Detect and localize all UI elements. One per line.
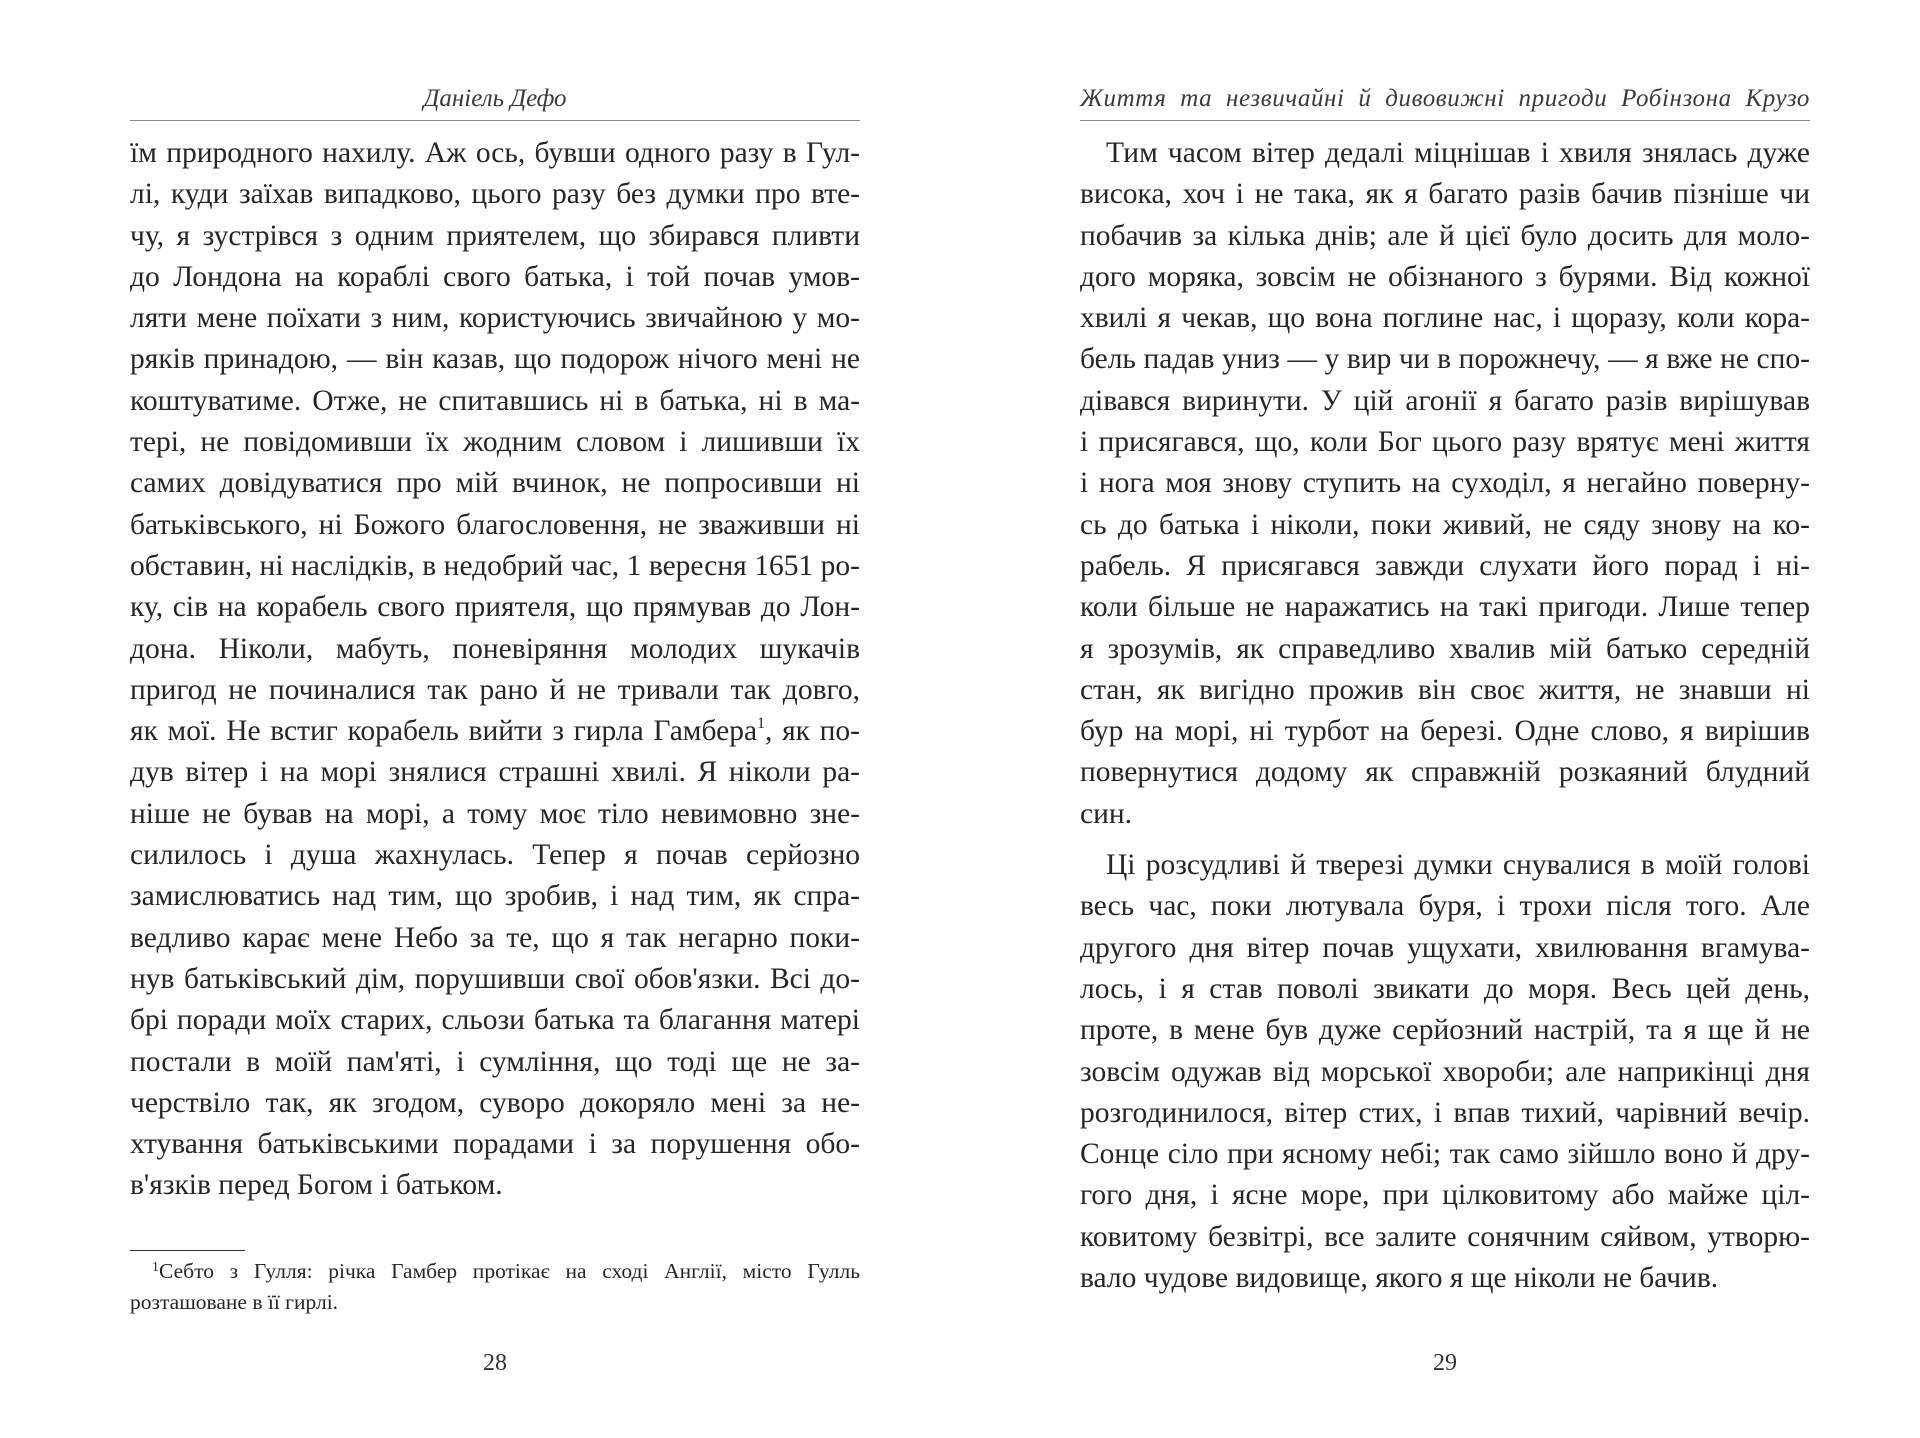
footnote-marker: 1: [152, 1260, 159, 1275]
left-body-text: [130, 133, 860, 1207]
text-line: коштуватиме. Отже, не спитавшись ні в батька, ні в ма-: [130, 384, 860, 417]
text-line: рабель. Я присягався завжди слухати його порад і ні-: [1080, 549, 1810, 582]
text-line: ведливо карає мене Небо за те, що я так негарно поки-: [130, 921, 860, 954]
left-page: [130, 0, 860, 1438]
text-line: Тим часом вітер дедалі міцнішав і хвиля знялась дуже: [1106, 137, 1810, 169]
text-line: сь до батька і ніколи, поки живий, не сяду знову на ко-: [1080, 508, 1810, 541]
text-line: гого дня, і ясне море, при цілковитому або майже ціл-: [1080, 1179, 1810, 1212]
text-line: дого моряка, зовсім не обізнаного з бурями. Від кожної: [1080, 260, 1810, 293]
text-line: вало чудове видовище, якого я ще ніколи не бачив.: [1080, 1262, 1719, 1295]
text-line-with-footnote-ref: [130, 711, 860, 752]
footnote-line: [130, 1256, 860, 1287]
text-line: самих довідуватися про мій вчинок, не попросивши ні: [130, 467, 860, 500]
running-head-title: Життя та незвичайні й дивовижні пригоди Робінзона Крузо: [1080, 84, 1810, 121]
text-line: дона. Ніколи, мабуть, поневіряння молодих шукачів: [130, 632, 860, 665]
paragraph-spacing: [1080, 835, 1810, 845]
footnote-divider: [130, 1250, 245, 1251]
text-line: Ці розсудливі й тверезі думки снувалися в моїй голові: [1106, 849, 1810, 882]
text-line: стан, як вигідно прожив він своє життя, не знавши ні: [1080, 673, 1810, 706]
text-line: і нога моя знову ступить на суходіл, я негайно поверну-: [1080, 467, 1810, 500]
text-line: тері, не повідомивши їх жодним словом і лишивши їх: [130, 426, 860, 459]
text-line: постали в моїй пам'яті, і сумління, що тоді ще не за-: [130, 1045, 860, 1078]
footnote-reference: 1: [757, 715, 766, 733]
text-line: Сонце сіло при ясному небі; так само зійшло воно й дру-: [1080, 1138, 1810, 1171]
text-line: ляти мене поїхати з ним, користуючись звичайною у мо-: [130, 302, 860, 335]
running-head-author: Даніель Дефо: [130, 84, 860, 121]
text-line: обставин, ні наслідків, в недобрий час, 1 вересня 1651 ро-: [130, 549, 860, 582]
text-line: ряків принадою, — він казав, що подорож нічого мені не: [130, 343, 860, 376]
text-line: батьківського, ні Божого благословення, не зваживши ні: [130, 508, 860, 541]
text-line: проте, в мене був дуже серйозний настрій, та я ще й не: [1080, 1014, 1810, 1047]
text-line: і присягався, що, коли Бог цього разу врятує мені життя: [1080, 426, 1810, 459]
right-body-text: [1080, 133, 1810, 1299]
text-line: лі, куди заїхав випадково, цього разу без думки про вте-: [130, 178, 860, 211]
text-line: весь час, поки лютувала буря, і трохи після того. Але: [1080, 890, 1810, 923]
footnote-line: розташоване в її гирлі.: [130, 1290, 339, 1314]
text-segment: як мої. Не встиг корабель вийти з гирла Гамбера: [130, 715, 758, 748]
text-segment: , як по-: [765, 715, 860, 748]
footnote-text: Себто з Гулля: річка Гамбер протікає на сході Англії, місто Гулль: [159, 1259, 860, 1283]
text-line: лось, і я став поволі звикати до моря. Весь цей день,: [1080, 972, 1810, 1005]
text-line: другого дня вітер почав ущухати, хвилювання вгамува-: [1080, 931, 1810, 964]
text-line: хвилі я чекав, що вона поглине нас, і щоразу, коли кора-: [1080, 302, 1810, 335]
text-line: розгодинилося, вітер стих, і впав тихий, чарівний вечір.: [1080, 1096, 1810, 1129]
text-line: ковитому безвітрі, все залите сонячним сяйвом, утворю-: [1080, 1220, 1810, 1253]
text-line: чу, я зустрівся з одним приятелем, що збирався пливти: [130, 219, 860, 252]
text-line: висока, хоч і не така, як я багато разів бачив пізніше чи: [1080, 178, 1810, 211]
text-line: до Лондона на кораблі свого батька, і той почав умов-: [130, 260, 860, 293]
page-number-right: 29: [1433, 1350, 1457, 1376]
text-line: їм природного нахилу. Аж ось, бувши одного разу в Гул-: [130, 137, 860, 169]
text-line: побачив за кілька днів; але й цієї було досить для моло-: [1080, 219, 1810, 252]
text-line: ку, сів на корабель свого приятеля, що прямував до Лон-: [130, 591, 860, 624]
text-line: дув вітер і на морі знялися страшні хвилі. Я ніколи ра-: [130, 756, 860, 789]
text-line: силилось і душа жахнулась. Тепер я почав серйозно: [130, 839, 860, 872]
text-line: бур на морі, ні турбот на березі. Одне слово, я вирішив: [1080, 715, 1810, 748]
text-line: нув батьківський дім, порушивши свої обов'язки. Всі до-: [130, 962, 860, 995]
text-line: ніше не бував на морі, а тому моє тіло невимовно зне-: [130, 797, 860, 830]
text-line: хтування батьківськими порадами і за порушення обо-: [130, 1128, 860, 1161]
text-line: зовсім одужав від морської хвороби; але наприкінці дня: [1080, 1055, 1810, 1088]
text-line: я зрозумів, як справедливо хвалив мій батько середній: [1080, 632, 1810, 665]
footnote: [130, 1256, 860, 1318]
page-number-left: 28: [483, 1350, 507, 1376]
text-line: пригод не починалися так рано й не тривали так довго,: [130, 673, 860, 706]
text-line: коли більше не наражатись на такі пригоди. Лише тепер: [1080, 591, 1810, 624]
right-page: [1080, 0, 1810, 1438]
text-line: черствіло так, як згодом, суворо докоряло мені за не-: [130, 1086, 860, 1119]
text-line: брі поради моїх старих, сльози батька та благання матері: [130, 1004, 860, 1037]
text-line: замислюватись над тим, що зробив, і над тим, як спра-: [130, 880, 860, 913]
text-line: бель падав униз — у вир чи в порожнечу, — я вже не спо-: [1080, 343, 1810, 376]
text-line: син.: [1080, 797, 1133, 830]
text-line: дівався виринути. У цій агонії я багато разів вирішував: [1080, 384, 1810, 417]
text-line: повернутися додому як справжній розкаяний блудний: [1080, 756, 1810, 789]
text-line: в'язків перед Богом і батьком.: [130, 1169, 503, 1202]
